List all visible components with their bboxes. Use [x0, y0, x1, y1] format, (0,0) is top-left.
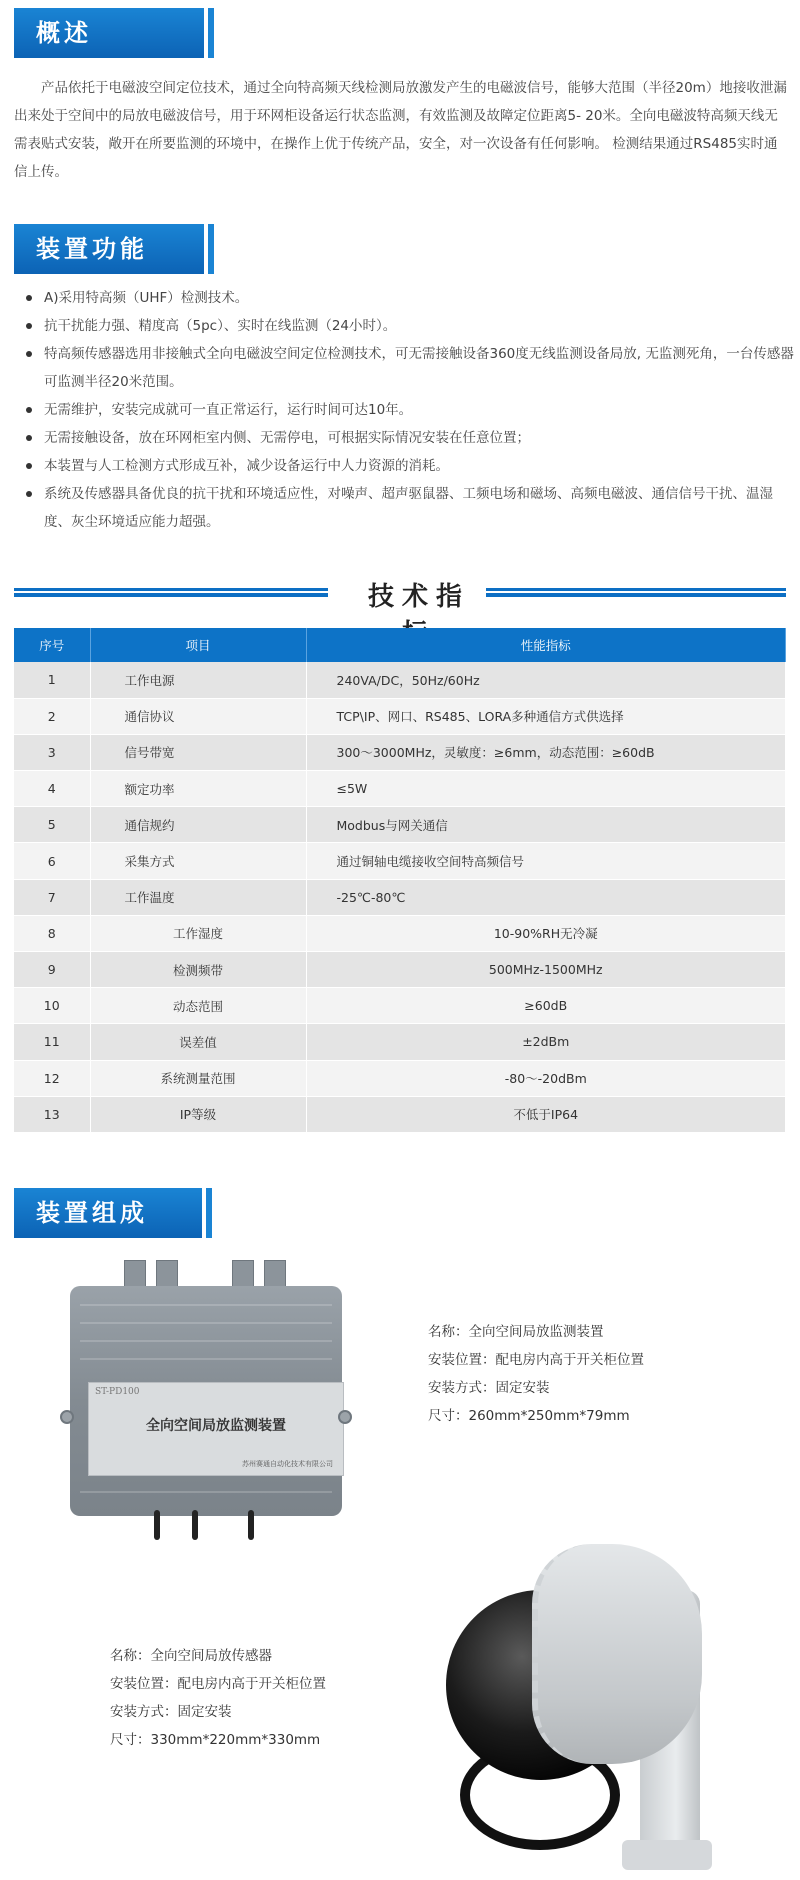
- function-item: A)采用特高频（UHF）检测技术。: [24, 284, 794, 312]
- enclosure-fin: [80, 1340, 332, 1342]
- function-item: 无需接触设备，放在环网柜室内侧、无需停电，可根据实际情况安装在任意位置；: [24, 424, 794, 452]
- overview-heading: 概述: [14, 8, 204, 58]
- specs-heading: 技术指: [367, 582, 470, 612]
- table-row: [14, 662, 786, 698]
- device-location: 安装位置：配电房内高于开关柜位置: [428, 1352, 644, 1368]
- mount-ear: [338, 1410, 352, 1424]
- sensor-bracket-foot: [622, 1840, 712, 1870]
- table-row: [14, 807, 786, 843]
- table-row: [14, 1096, 786, 1132]
- row-item: 采集方式: [90, 843, 306, 879]
- row-item: 工作电源: [90, 662, 306, 698]
- cable: [154, 1510, 160, 1540]
- function-item: 无需维护，安装完成就可一直正常运行，运行时间可达10年。: [24, 396, 794, 424]
- function-item: 本装置与人工检测方式形成互补，减少设备运行中人力资源的消耗。: [24, 452, 794, 480]
- device-install-method: 安装方式：固定安装: [110, 1704, 232, 1720]
- table-row: [14, 1060, 786, 1096]
- table-row: [14, 843, 786, 879]
- composition-heading: 装置组成: [14, 1188, 202, 1238]
- row-number: 13: [14, 1096, 90, 1132]
- device-name: 名称：全向空间局放传感器: [110, 1648, 272, 1664]
- column-header-no: 序号: [14, 628, 90, 662]
- row-number: 2: [14, 698, 90, 734]
- table-row: [14, 1024, 786, 1060]
- overview-paragraph: 产品依托于电磁波空间定位技术，通过全向特高频天线检测局放激发产生的电磁波信号，能够大范围（半径20m）地接收泄漏出来处于空间中的局放电磁波信号，用于环网柜设备运行状态监测，有效监测及故障定位距离5- 20米。全向电磁波特高频天线无需表贴式安装，敞开在所要监测的环境中，在操作上优于传统产品，安全，对一次设备有任何影响。 检测结果通过RS485实时通信上传。: [14, 80, 787, 180]
- table-row: [14, 952, 786, 988]
- column-header-item: 项目: [90, 628, 306, 662]
- row-item: 通信规约: [90, 807, 306, 843]
- table-row: [14, 771, 786, 807]
- specs-table: [14, 628, 786, 1133]
- function-list: [24, 284, 794, 536]
- row-value: 300～3000MHz，灵敏度：≥6mm，动态范围：≥60dB: [306, 734, 786, 770]
- device-size: 尺寸：330mm*220mm*330mm: [110, 1732, 321, 1748]
- device-location: 安装位置：配电房内高于开关柜位置: [110, 1676, 326, 1692]
- row-value: ±2dBm: [306, 1024, 786, 1060]
- device-size: 尺寸：260mm*250mm*79mm: [428, 1408, 630, 1424]
- table-header-row: [14, 628, 786, 662]
- device-name: 名称：全向空间局放监测装置: [428, 1324, 604, 1340]
- sensor-device-image: [440, 1530, 760, 1880]
- enclosure-fin: [80, 1358, 332, 1360]
- row-value: 240VA/DC，50Hz/60Hz: [306, 662, 786, 698]
- row-item: 系统测量范围: [90, 1060, 306, 1096]
- enclosure-fin: [80, 1491, 332, 1493]
- row-number: 6: [14, 843, 90, 879]
- row-value: ≤5W: [306, 771, 786, 807]
- row-number: 12: [14, 1060, 90, 1096]
- cable: [192, 1510, 198, 1540]
- row-value: -80～-20dBm: [306, 1060, 786, 1096]
- mount-ear: [60, 1410, 74, 1424]
- nameplate-model: ST-PD100: [95, 1387, 140, 1397]
- monitor-device-image: [64, 1260, 344, 1550]
- row-number: 8: [14, 915, 90, 951]
- sensor-device-info: [110, 1642, 326, 1754]
- function-item: 抗干扰能力强、精度高（5pc）、实时在线监测（24小时）。: [24, 312, 794, 340]
- row-value: Modbus与网关通信: [306, 807, 786, 843]
- device-nameplate: [88, 1382, 344, 1476]
- row-value: 不低于IP64: [306, 1096, 786, 1132]
- sensor-housing: [532, 1544, 702, 1764]
- nameplate-title: 全向空间局放监测装置: [146, 1418, 286, 1434]
- row-item: 通信协议: [90, 698, 306, 734]
- row-number: 1: [14, 662, 90, 698]
- functions-heading: 装置功能: [14, 224, 204, 274]
- column-header-value: 性能指标: [306, 628, 786, 662]
- row-value: TCP\IP、网口、RS485、LORA多种通信方式供选择: [306, 698, 786, 734]
- row-number: 9: [14, 952, 90, 988]
- function-item: 系统及传感器具备优良的抗干扰和环境适应性，对噪声、超声驱鼠器、工频电场和磁场、高频电磁波、通信信号干扰、温湿度、灰尘环境适应能力超强。: [24, 480, 794, 536]
- row-item: 误差值: [90, 1024, 306, 1060]
- monitor-device-info: [428, 1318, 644, 1430]
- title-divider-left: [14, 588, 328, 597]
- row-number: 5: [14, 807, 90, 843]
- row-value: 10-90%RH无冷凝: [306, 915, 786, 951]
- row-value: -25℃-80℃: [306, 879, 786, 915]
- row-number: 3: [14, 734, 90, 770]
- row-item: 工作湿度: [90, 915, 306, 951]
- title-divider-right: [486, 588, 786, 597]
- specs-title-bar: [14, 576, 786, 612]
- table-row: [14, 879, 786, 915]
- row-item: 信号带宽: [90, 734, 306, 770]
- row-item: 动态范围: [90, 988, 306, 1024]
- row-number: 7: [14, 879, 90, 915]
- table-row: [14, 915, 786, 951]
- row-number: 4: [14, 771, 90, 807]
- table-row: [14, 698, 786, 734]
- enclosure-fin: [80, 1304, 332, 1306]
- cable: [248, 1510, 254, 1540]
- row-value: ≥60dB: [306, 988, 786, 1024]
- row-item: 工作温度: [90, 879, 306, 915]
- table-row: [14, 988, 786, 1024]
- nameplate-maker: 苏州赛通自动化技术有限公司: [242, 1460, 333, 1468]
- device-install-method: 安装方式：固定安装: [428, 1380, 550, 1396]
- row-item: 检测频带: [90, 952, 306, 988]
- enclosure-fin: [80, 1322, 332, 1324]
- row-item: 额定功率: [90, 771, 306, 807]
- device-enclosure: [70, 1286, 342, 1516]
- row-number: 10: [14, 988, 90, 1024]
- row-value: 通过铜轴电缆接收空间特高频信号: [306, 843, 786, 879]
- table-row: [14, 734, 786, 770]
- row-number: 11: [14, 1024, 90, 1060]
- row-value: 500MHz-1500MHz: [306, 952, 786, 988]
- row-item: IP等级: [90, 1096, 306, 1132]
- function-item: 特高频传感器选用非接触式全向电磁波空间定位检测技术，可无需接触设备360度无线监测设备局放, 无监测死角，一台传感器可监测半径20米范围。: [24, 340, 794, 396]
